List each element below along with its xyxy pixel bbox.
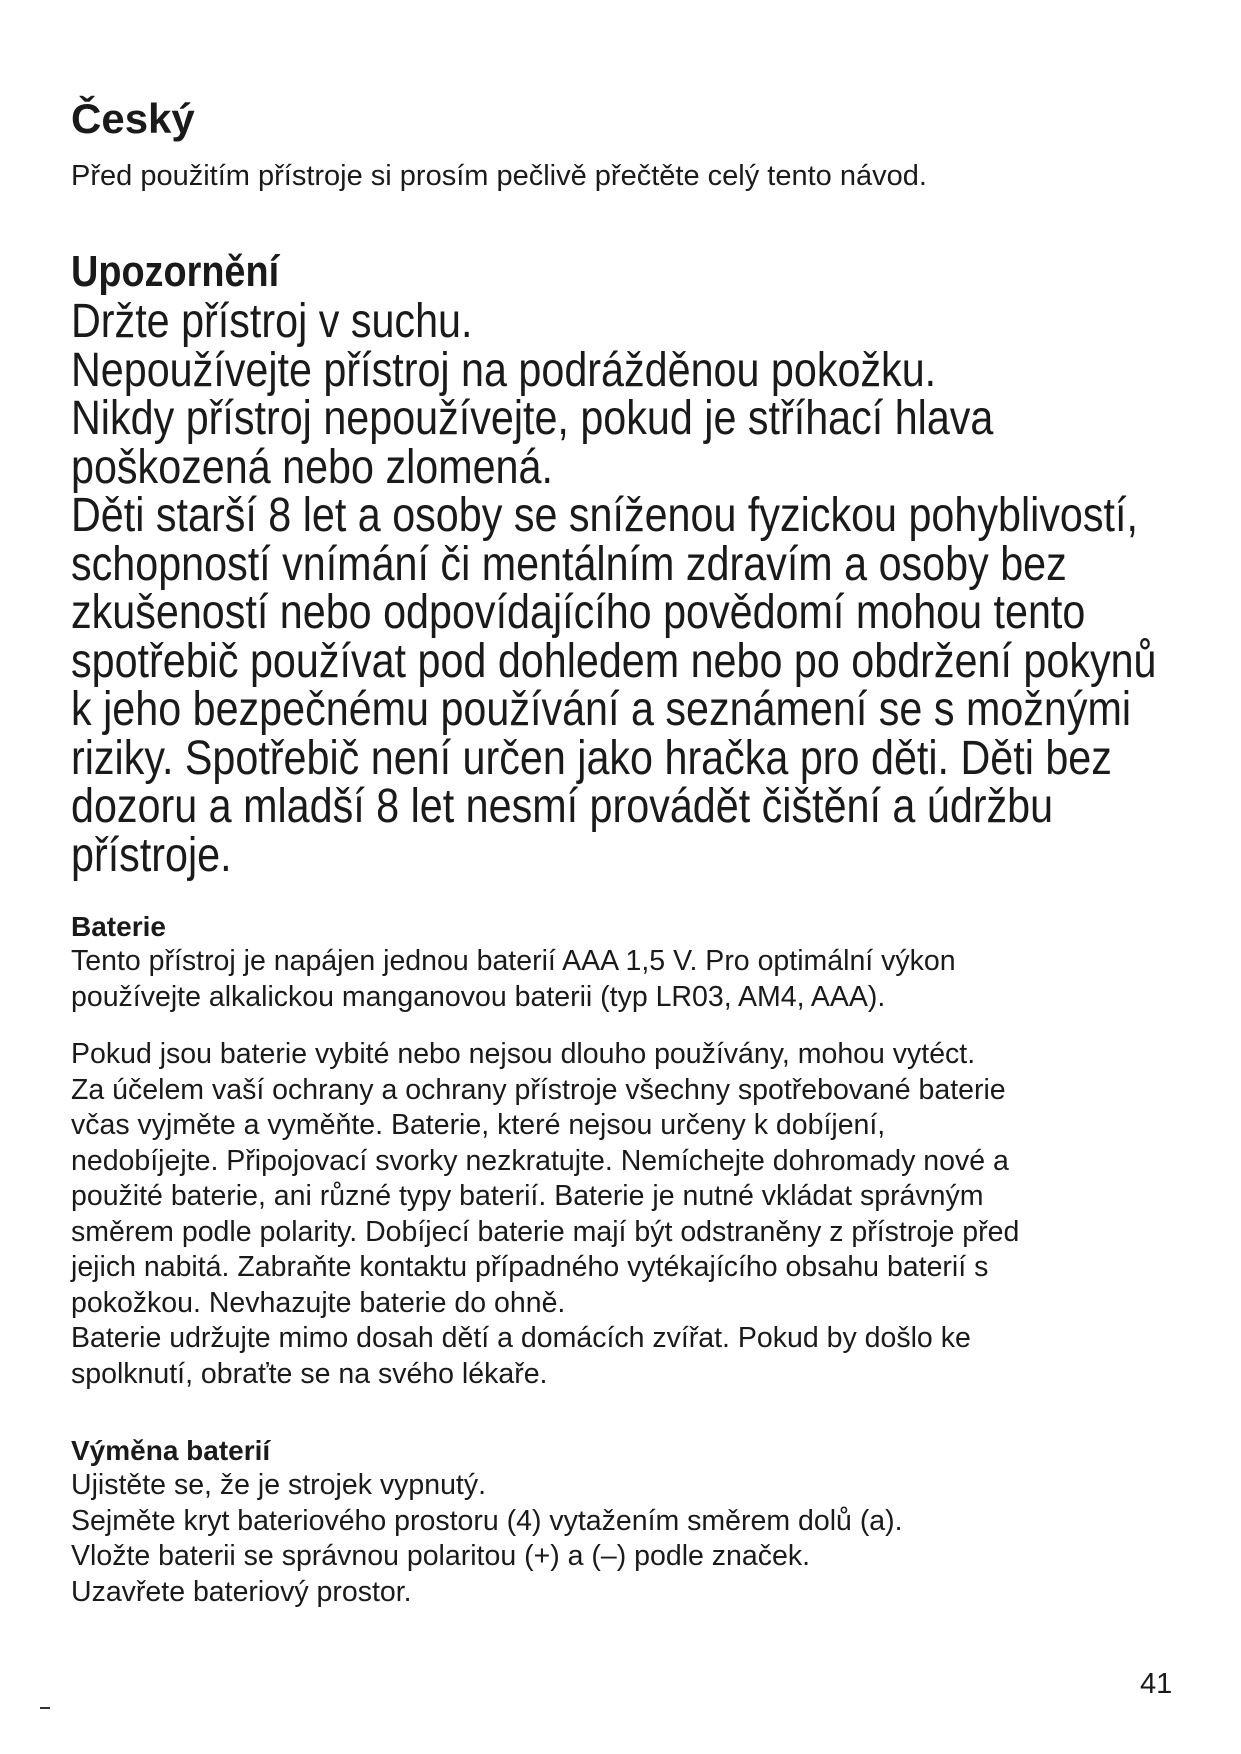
warning-line: Děti starší 8 let a osoby se sníženou fyzickou pohyblivostí, bbox=[71, 489, 1138, 542]
warning-title: Upozornění bbox=[71, 247, 280, 296]
text-line: Ujistěte se, že je strojek vypnutý. bbox=[71, 1469, 487, 1501]
text-line: Tento přístroj je napájen jednou baterií AAA 1,5 V. Pro optimální výkon bbox=[71, 945, 956, 977]
batteries-paragraph-1 bbox=[71, 944, 1191, 1015]
text-line: včas vyjměte a vyměňte. Baterie, které nejsou určeny k dobíjení, bbox=[71, 1109, 886, 1141]
page-number: 41 bbox=[1140, 1668, 1173, 1700]
batteries-section bbox=[71, 910, 1191, 1015]
language-heading: Český bbox=[71, 95, 195, 142]
text-line: směrem podle polarity. Dobíjecí baterie mají být odstraněny z přístroje před bbox=[71, 1215, 1020, 1248]
text-line: používejte alkalickou manganovou baterii (typ LR03, AM4, AAA). bbox=[71, 980, 886, 1013]
warning-body bbox=[71, 295, 1157, 882]
text-line: Vložte baterii se správnou polaritou (+) a (–) podle značek. bbox=[71, 1540, 811, 1572]
text-line: Za účelem vaší ochrany a ochrany přístroje všechny spotřebované baterie bbox=[71, 1073, 1006, 1106]
warning-line: poškozená nebo zlomená. bbox=[71, 440, 553, 494]
warning-line: dozoru a mladší 8 let nesmí provádět čištění a údržbu bbox=[71, 780, 1054, 833]
intro-text: Před použitím přístroje si prosím pečlivě přečtěte celý tento návod. bbox=[71, 160, 927, 192]
batteries-paragraph-2-block bbox=[71, 1037, 1191, 1392]
text-line: jejich nabitá. Zabraňte kontaktu případného vytékajícího obsahu baterií s bbox=[71, 1251, 989, 1283]
battery-replacement-section bbox=[71, 1434, 1191, 1610]
warning-line: Nepoužívejte přístroj na podrážděnou pokožku. bbox=[71, 343, 937, 397]
text-line: Pokud jsou baterie vybité nebo nejsou dlouho používány, mohou vytéct. bbox=[71, 1038, 976, 1070]
intro-section bbox=[71, 158, 1191, 194]
text-line: použité baterie, ani různé typy baterií. Baterie je nutné vkládat správným bbox=[71, 1180, 984, 1212]
text-line: spolknutí, obraťte se na svého lékaře. bbox=[71, 1357, 548, 1390]
battery-replacement-steps bbox=[71, 1468, 1191, 1610]
warning-line: přístroje. bbox=[71, 828, 232, 882]
warning-line: Držte přístroj v suchu. bbox=[71, 295, 473, 348]
batteries-title: Baterie bbox=[71, 911, 166, 942]
warning-body-block bbox=[71, 295, 1191, 882]
warning-line: spotřebič používat pod dohledem nebo po obdržení pokynů bbox=[71, 634, 1157, 688]
text-line: Sejměte kryt bateriového prostoru (4) vytažením směrem dolů (a). bbox=[71, 1504, 903, 1537]
text-line: nedobíjejte. Připojovací svorky nezkratujte. Nemíchejte dohromady nové a bbox=[71, 1144, 1009, 1177]
language-section bbox=[71, 94, 1191, 144]
corner-dash-mark bbox=[40, 1707, 50, 1709]
warning-line: schopností vnímání či mentálním zdravím a osoby bez bbox=[71, 537, 1067, 591]
battery-replacement-title: Výměna baterií bbox=[71, 1435, 271, 1466]
warning-line: Nikdy přístroj nepoužívejte, pokud je stříhací hlava bbox=[71, 392, 994, 445]
warning-line: k jeho bezpečnému používání a seznámení se s možnými bbox=[71, 683, 1132, 736]
text-line: Baterie udržujte mimo dosah dětí a domácích zvířat. Pokud by došlo ke bbox=[71, 1322, 971, 1354]
warning-line: riziky. Spotřebič není určen jako hračka pro děti. Děti bez bbox=[71, 731, 1112, 785]
warning-line: zkušeností nebo odpovídajícího povědomí mohou tento bbox=[71, 586, 1086, 639]
batteries-paragraph-2 bbox=[71, 1037, 1191, 1392]
text-line: pokožkou. Nevhazujte baterie do ohně. bbox=[71, 1286, 566, 1319]
warning-section bbox=[71, 246, 1191, 298]
text-line: Uzavřete bateriový prostor. bbox=[71, 1575, 412, 1608]
